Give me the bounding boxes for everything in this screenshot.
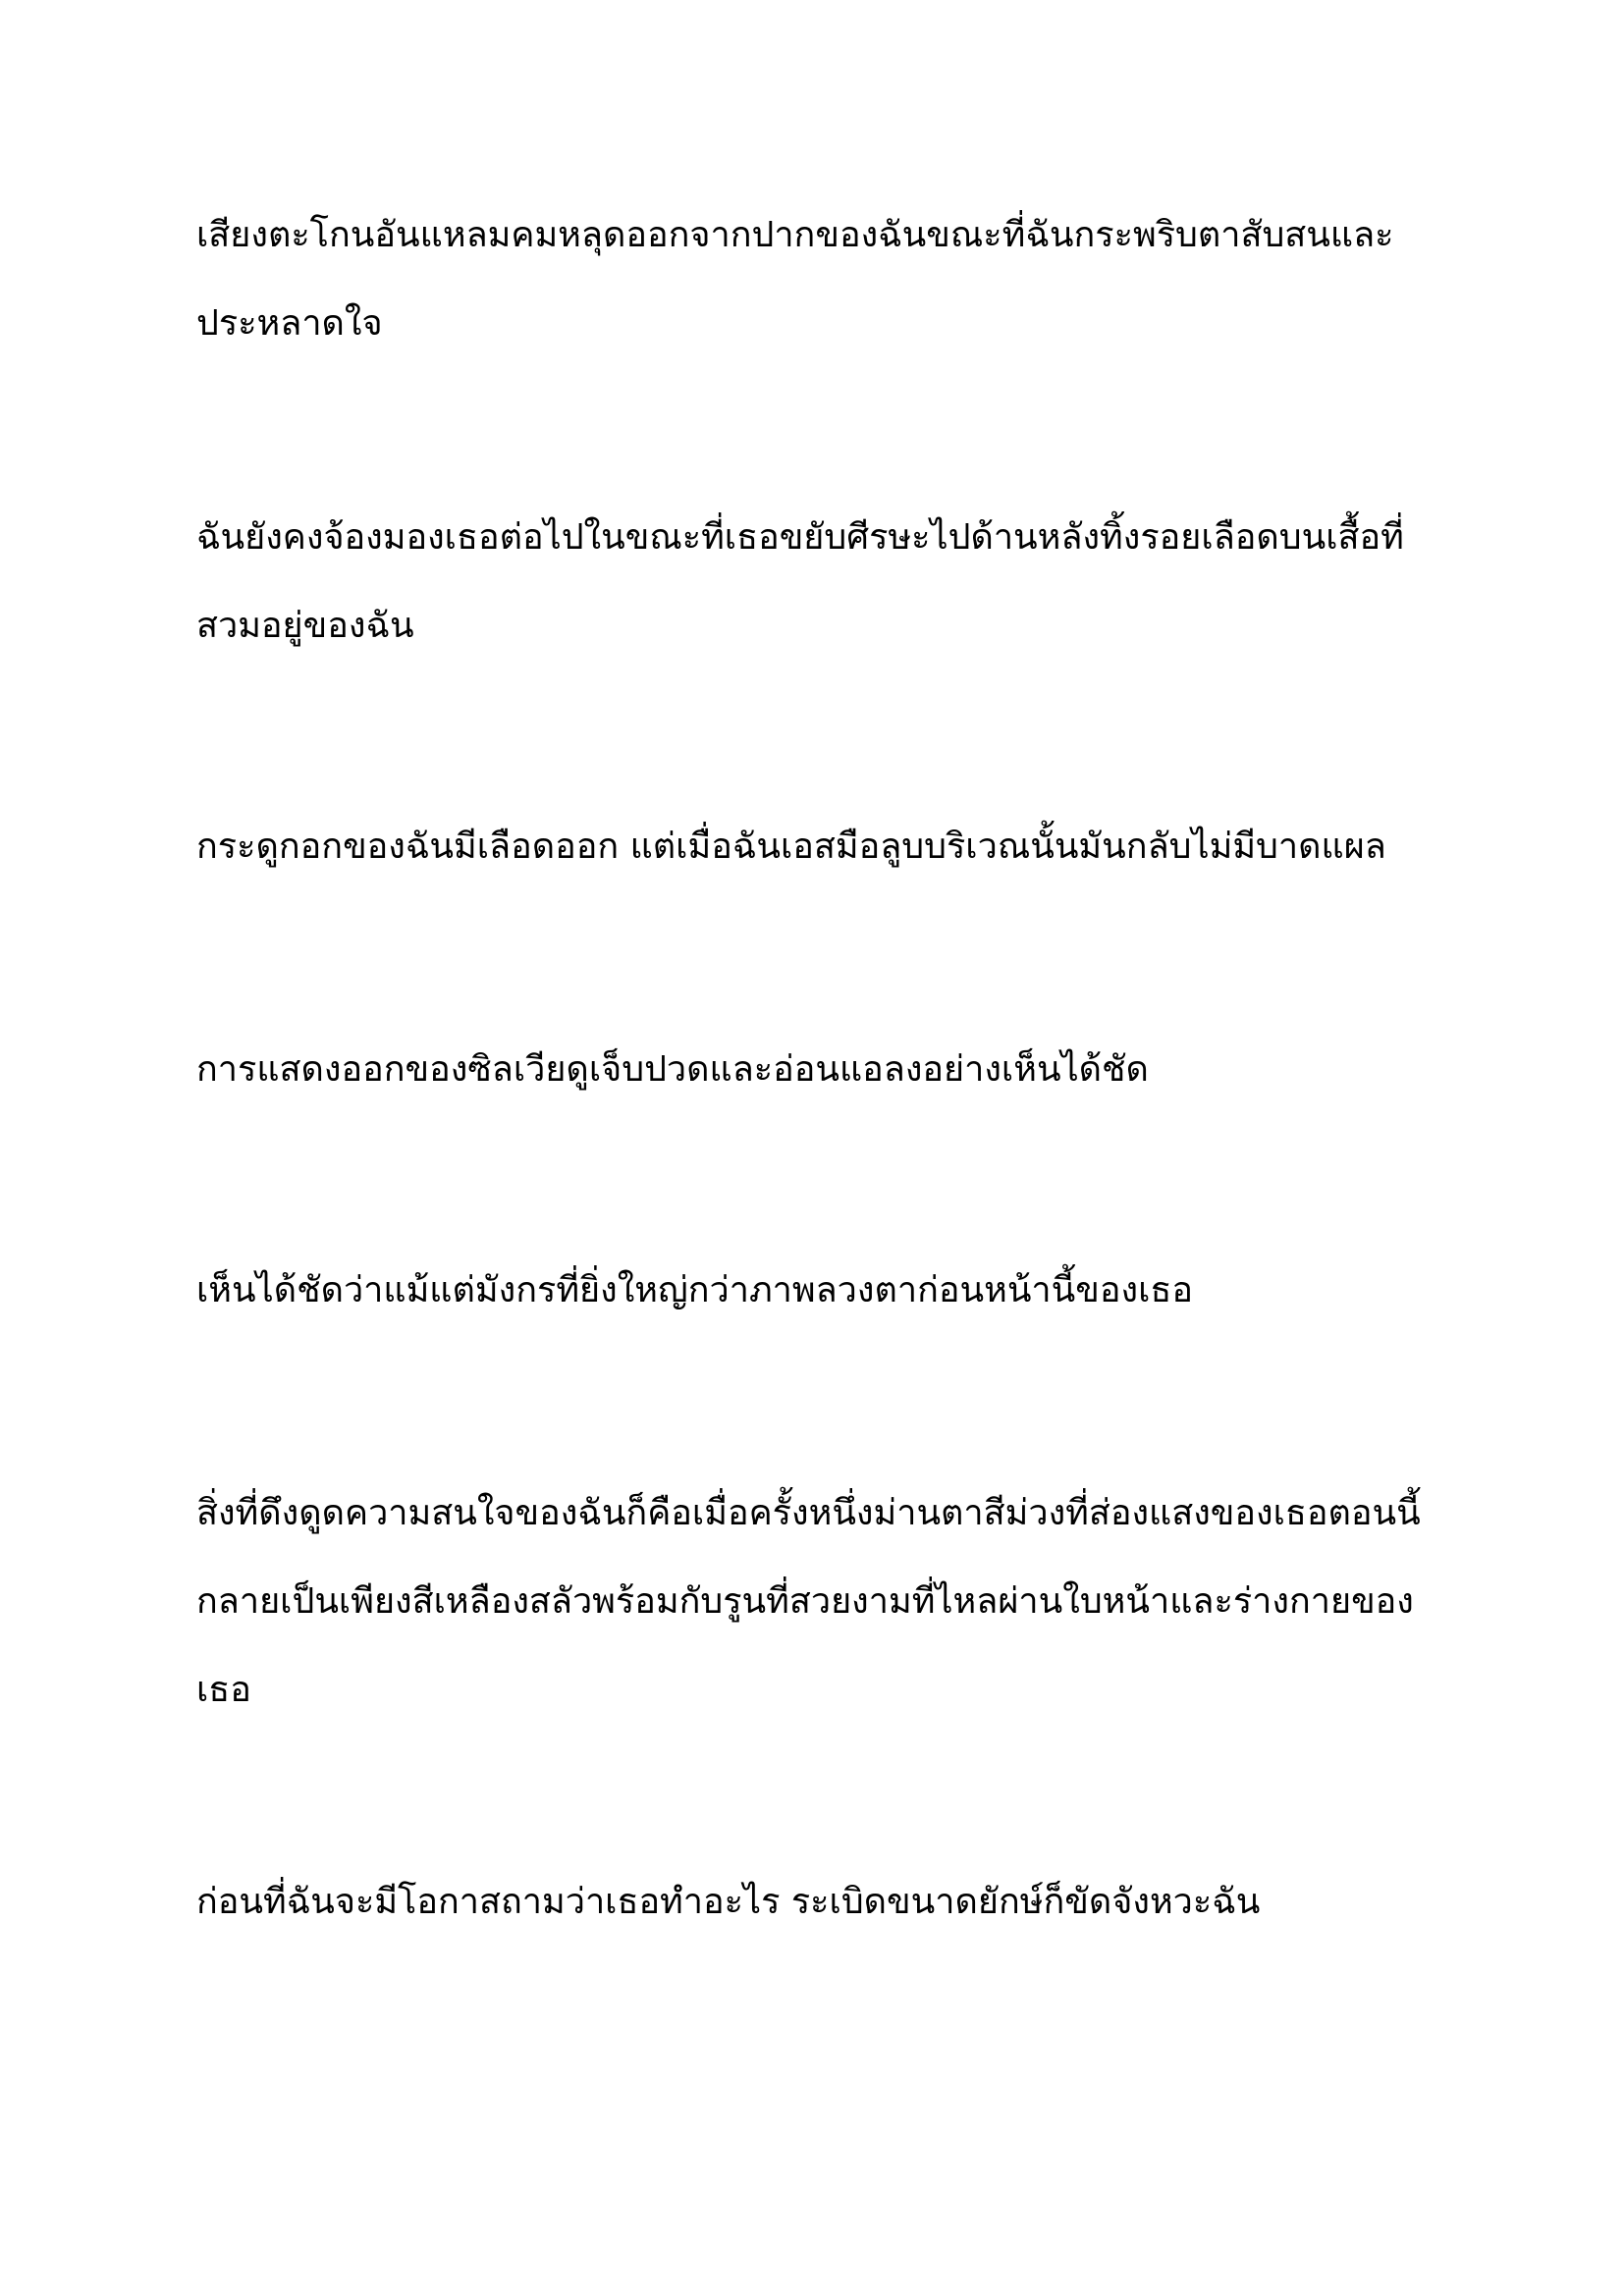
paragraph-6 [196,1469,1434,1735]
paragraph-2-line-1: ฉันยังคงจ้องมองเธอต่อไปในขณะที่เธอขยับศีรษะไปด้านหลังทิ้งรอยเลือดบนเสื้อที่ [196,517,1404,558]
paragraph-7 [196,1858,1434,1947]
paragraph-6-line-3: เธอ [196,1670,251,1710]
paragraph-1 [196,191,1434,368]
paragraph-7-line-1: ก่อนที่ฉันจะมีโอกาสถามว่าเธอทำอะไร ระเบิดขนาดยักษ์ก็ขัดจังหวะฉัน [196,1882,1261,1922]
paragraph-6-line-2: กลายเป็นเพียงสีเหลืองสลัวพร้อมกับรูนที่สวยงามที่ไหลผ่านใบหน้าและร่างกายของ [196,1581,1414,1622]
paragraph-4-line-1: การแสดงออกของซิลเวียดูเจ็บปวดและอ่อนแอลงอย่างเห็นได้ชัด [196,1049,1149,1090]
paragraph-1-line-1: เสียงตะโกนอันแหลมคมหลุดออกจากปากของฉันขณะที่ฉันกระพริบตาสับสนและ [196,215,1394,255]
paragraph-5-line-1: เห็นได้ชัดว่าแม้แต่มังกรที่ยิ่งใหญ่กว่าภาพลวงตาก่อนหน้านี้ของเธอ [196,1270,1193,1310]
paragraph-2 [196,494,1434,670]
paragraph-5 [196,1247,1434,1335]
paragraph-2-line-2: สวมอยู่ของฉัน [196,606,414,646]
paragraph-3 [196,803,1434,891]
paragraph-3-line-1: กระดูกอกของฉันมีเลือดออก แต่เมื่อฉันเอสมือลูบบริเวณนั้นมันกลับไม่มีบาดแผล [196,827,1386,867]
paragraph-6-line-1: สิ่งที่ดึงดูดความสนใจของฉันก็คือเมื่อครั้งหนึ่งม่านตาสีม่วงที่ส่องแสงของเธอตอนนี้ [196,1493,1421,1533]
paragraph-4 [196,1026,1434,1114]
paragraph-1-line-2: ประหลาดใจ [196,303,383,344]
